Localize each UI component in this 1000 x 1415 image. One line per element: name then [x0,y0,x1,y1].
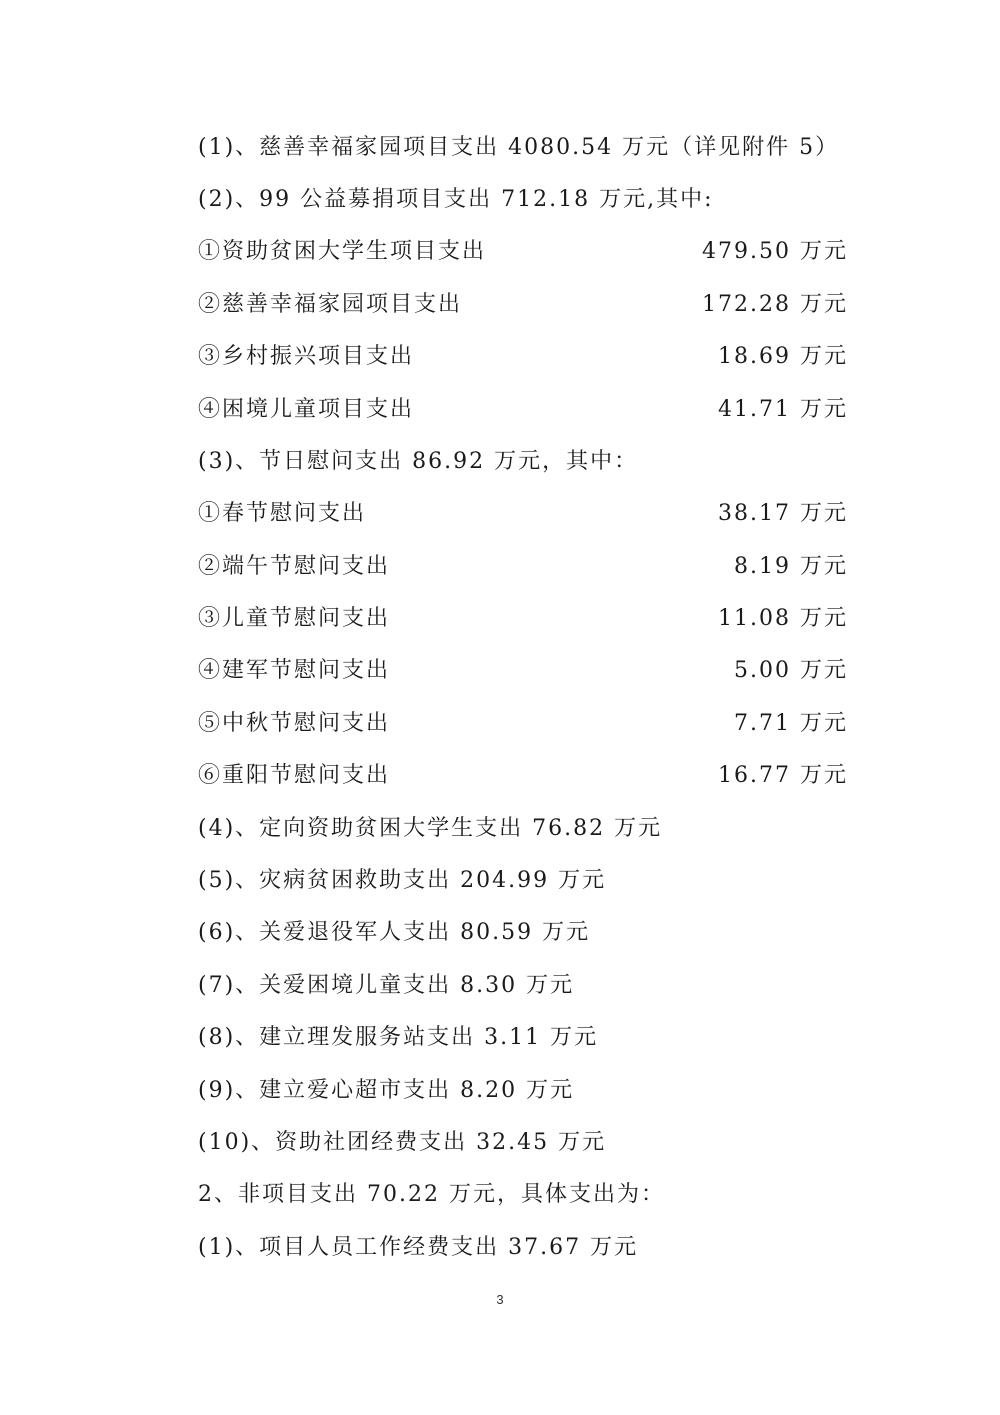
line-amount: 7.71 万元 [734,711,848,736]
expense-line [198,1018,848,1058]
line-amount: 41.71 万元 [718,397,848,422]
line-text: (10)、资助社团经费支出 32.45 万元 [198,1130,607,1155]
line-text: ②慈善幸福家园项目支出 [198,292,463,317]
expense-line [198,442,848,482]
line-text: (2)、99 公益募捐项目支出 712.18 万元,其中: [198,187,714,212]
line-text: (9)、建立爱心超市支出 8.20 万元 [198,1078,575,1103]
line-text: ⑤中秋节慰问支出 [198,711,391,736]
expense-line [198,913,848,953]
line-amount: 38.17 万元 [718,501,848,526]
line-text: (6)、关爱退役军人支出 80.59 万元 [198,920,591,945]
line-amount: 18.69 万元 [718,344,848,369]
line-amount: 5.00 万元 [734,658,848,683]
expense-line [198,1071,848,1111]
expense-line [198,180,848,220]
expense-line [198,809,848,849]
expense-line [198,337,848,377]
line-text: ①春节慰问支出 [198,501,367,526]
expense-line [198,128,848,168]
line-text: (3)、节日慰问支出 86.92 万元，其中： [198,449,639,474]
expense-line [198,1228,848,1268]
line-text: (5)、灾病贫困救助支出 204.99 万元 [198,868,607,893]
line-amount: 16.77 万元 [718,763,848,788]
line-text: ①资助贫困大学生项目支出 [198,239,487,264]
line-text: (1)、项目人员工作经费支出 37.67 万元 [198,1235,639,1260]
line-amount: 8.19 万元 [734,554,848,579]
expense-line [198,756,848,796]
line-amount: 11.08 万元 [718,606,848,631]
line-text: ④困境儿童项目支出 [198,397,415,422]
line-amount: 479.50 万元 [702,239,848,264]
line-text: (7)、关爱困境儿童支出 8.30 万元 [198,973,575,998]
expense-line [198,861,848,901]
line-text: (4)、定向资助贫困大学生支出 76.82 万元 [198,816,663,841]
expense-line [198,494,848,534]
line-text: (8)、建立理发服务站支出 3.11 万元 [198,1025,599,1050]
expense-line [198,390,848,430]
line-text: ③儿童节慰问支出 [198,606,391,631]
expense-line [198,651,848,691]
line-text: ②端午节慰问支出 [198,554,391,579]
expense-line [198,547,848,587]
page-number: 3 [496,1292,504,1307]
expense-line [198,232,848,272]
expense-line [198,704,848,744]
line-text: ④建军节慰问支出 [198,658,391,683]
expense-line [198,966,848,1006]
line-text: (1)、慈善幸福家园项目支出 4080.54 万元（详见附件 5） [198,135,840,160]
line-amount: 172.28 万元 [702,292,848,317]
expense-line [198,599,848,639]
line-text: ③乡村振兴项目支出 [198,344,415,369]
line-text: ⑥重阳节慰问支出 [198,763,391,788]
expense-line [198,1123,848,1163]
expense-line [198,285,848,325]
expense-line [198,1175,848,1215]
line-text: 2、非项目支出 70.22 万元，具体支出为： [198,1182,665,1207]
